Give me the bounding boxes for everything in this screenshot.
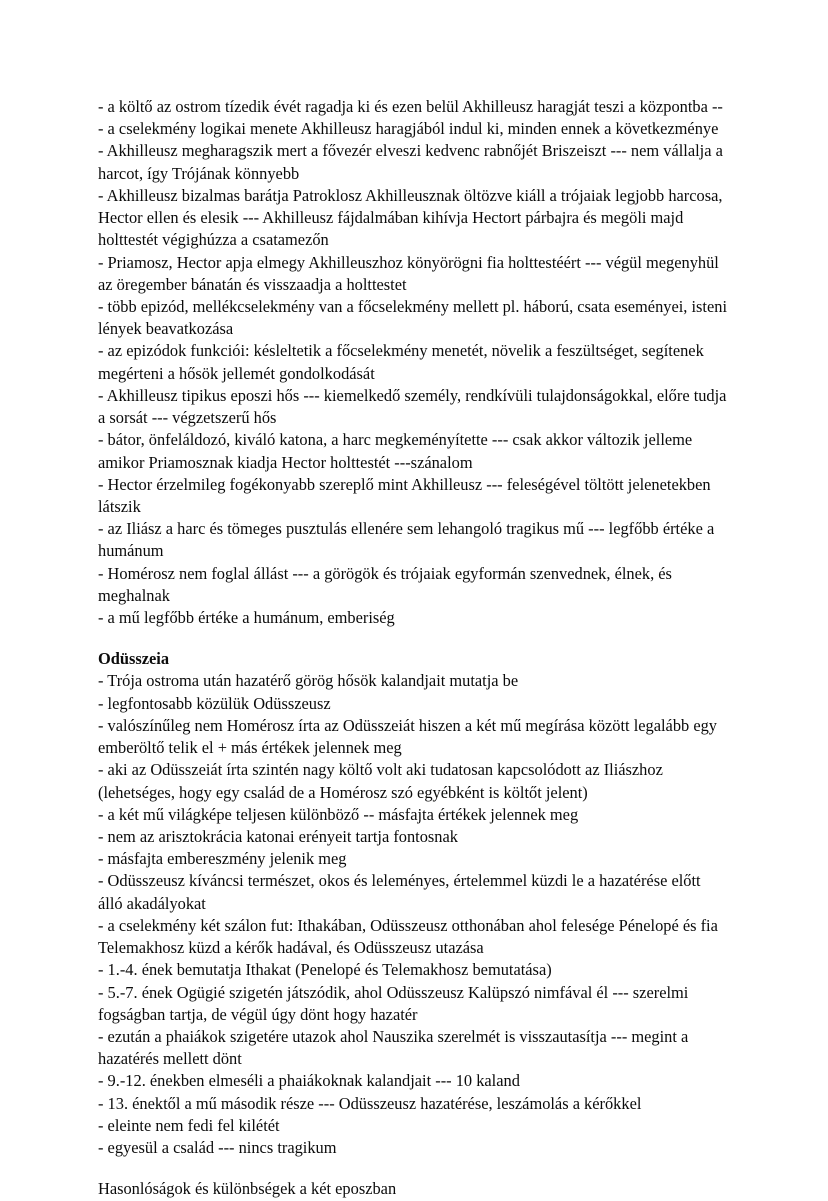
para-eposzi-hos: - Akhilleusz tipikus eposzi hős --- kiemelkedő személy, rendkívüli tulajdonságokkal, előre tudja a sorsát --- végzetszerű hős	[98, 385, 727, 428]
para-kiletet: - eleinte nem fedi fel kilétét	[98, 1115, 280, 1135]
document-text-body	[98, 96, 728, 1201]
para-masfajta-emberesemeny: - másfajta embereszmény jelenik meg	[98, 849, 347, 869]
para-enek-9-12: - 9.-12. énekben elmeséli a phaiákoknak kalandjait --- 10 kaland	[98, 1071, 520, 1091]
para-hasonlosagok: Hasonlóságok és különbségek a két eposzban	[98, 1179, 397, 1199]
para-epizod-funkcio: - az epizódok funkciói: késleltetik a főcselekmény menetét, növelik a feszültséget, segítenek megérteni a hősök jellemét gondolkodását	[98, 341, 704, 383]
para-valoszinuleg: - valószínűleg nem Homérosz írta az Odüsszeiát hiszen a két mű megírása között legalább egy emberöltő telik el + más értékek jelennek meg	[98, 715, 717, 758]
para-phaiakok: - ezután a phaiákok szigetére utazok ahol Nauszika szerelmét is visszautasítja --- megint a hazatérés mellett dönt	[98, 1026, 689, 1069]
para-hector-erzelmi: - Hector érzelmileg fogékonyabb szereplő mint Akhilleusz --- feleségével töltött jelenetekben látszik	[98, 474, 711, 516]
para-patroklosz: - Akhilleusz bizalmas barátja Patroklosz Akhilleusznak öltözve kiáll a trójaiak legjobb harcosa, Hector ellen és elesik --- Akhilleusz fájdalmában kihívja Hectort párbajra és megöli majd holttestét végighúzza a csatamezőn	[98, 185, 723, 250]
para-arisztokracia: - nem az arisztokrácia katonai erényeit tartja fontosnak	[98, 827, 458, 846]
para-epizodok: - több epizód, mellékcselekmény van a főcselekmény mellett pl. háború, csata eseményei, isteni lények beavatkozása	[98, 296, 727, 339]
para-bator-katona: - bátor, önfeláldozó, kiváló katona, a harc megkeményítette --- csak akkor változik jelleme amikor Priamosznak kiadja Hector holttestét ---szánalom	[98, 430, 693, 472]
para-enek-5-7: - 5.-7. ének Ogügié szigetén játszódik, ahol Odüsszeusz Kalüpszó nimfával él --- szerelmi fogságban tartja, de végül úgy dönt hogy hazatér	[98, 982, 689, 1024]
para-odusszeusz-jellem: - Odüsszeusz kíváncsi természet, okos és leleményes, értelemmel küzdi le a hazatérése előtt álló akadályokat	[98, 871, 701, 913]
blank-line-1	[98, 629, 728, 648]
heading-odusszeia: Odüsszeia	[98, 649, 170, 669]
para-priamosz: - Priamosz, Hector apja elmegy Akhilleuszhoz könyörögni fia holttestéért --- végül megenyhül az öregember bánatán és visszaadja a holttestet	[98, 252, 719, 294]
para-mu-legfobb-erteke: - a mű legfőbb értéke a humánum, emberiség	[98, 608, 395, 628]
para-enek-1-4: - 1.-4. ének bemutatja Ithakat (Penelopé és Telemakhosz bemutatása)	[98, 960, 552, 980]
para-legfontosabb: - legfontosabb közülük Odüsszeusz	[98, 693, 331, 713]
para-akhilleusz-harag: - Akhilleusz megharagszik mert a fővezér elveszi kedvenc rabnőjét Briszeiszt --- nem vállalja a harcot, így Trójának könnyebb	[98, 141, 723, 183]
para-ket-szalon: - a cselekmény két szálon fut: Ithakában, Odüsszeusz otthonában ahol felesége Pénelopé és fia Telemakhosz küzd a kérők hadával, és Odüsszeusz utazása	[98, 915, 718, 958]
para-troja-ostroma: - Trója ostroma után hazatérő görög hősök kalandjait mutatja be	[98, 671, 519, 691]
para-vilagkep: - a két mű világképe teljesen különböző -- másfajta értékek jelennek meg	[98, 804, 579, 824]
para-homerosz-allas: - Homérosz nem foglal állást --- a görögök és trójaiak egyformán szenvednek, élnek, és meghalnak	[98, 563, 672, 605]
para-iliasz-tragikus: - az Iliász a harc és tömeges pusztulás ellenére sem lehangoló tragikus mű --- legfőbb értéke a humánum	[98, 519, 715, 561]
blank-line-2	[98, 1159, 728, 1178]
para-aki-irta: - aki az Odüsszeiát írta szintén nagy költő volt aki tudatosan kapcsolódott az Iliászhoz (lehetséges, hogy egy család de a Homérosz szó egyébként is költőt jelent)	[98, 760, 663, 802]
para-koltopont: - a költő az ostrom tízedik évét ragadja ki és ezen belül Akhilleusz haragját teszi a központba --- a cselekmény logikai menete Akhilleusz haragjából indul ki, minden ennek a következménye	[98, 97, 723, 139]
para-enek-13: - 13. énektől a mű második része --- Odüsszeusz hazatérése, leszámolás a kérőkkel	[98, 1093, 642, 1113]
para-egyesul-csalad: - egyesül a család --- nincs tragikum	[98, 1138, 337, 1158]
